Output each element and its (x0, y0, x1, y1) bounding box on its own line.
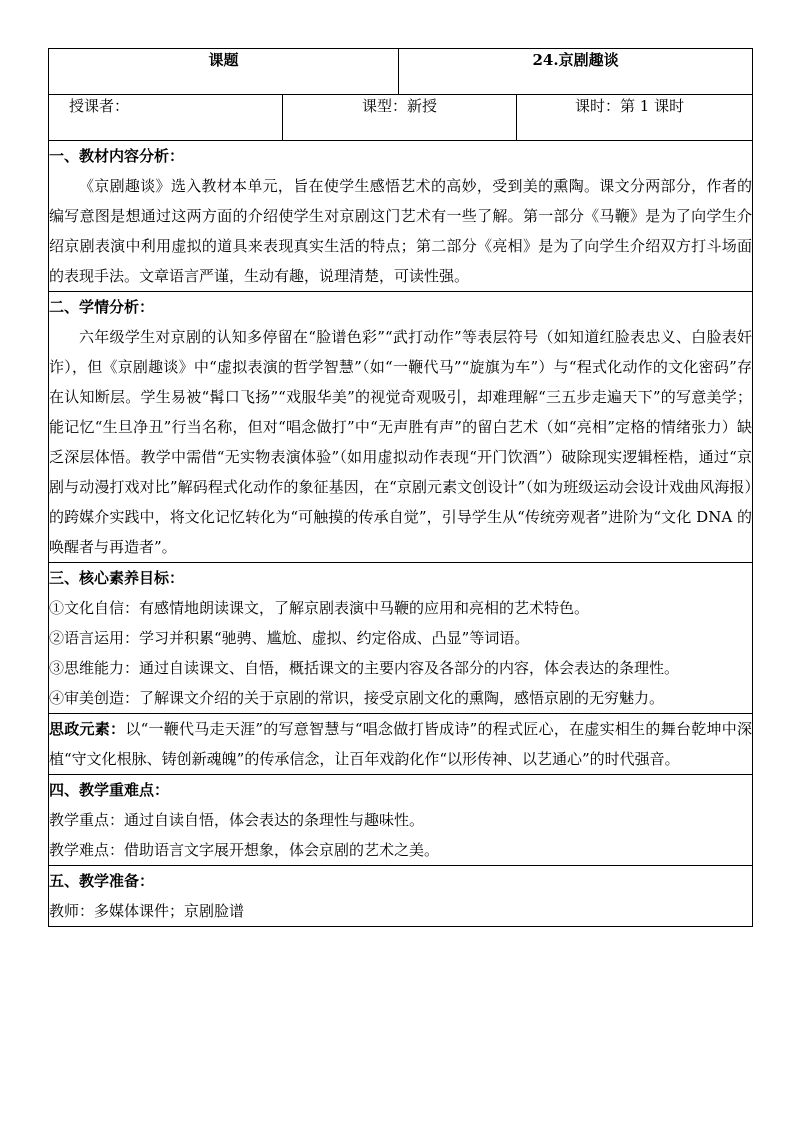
ideology-body: 以“一鞭代马走天涯”的写意智慧与“唱念做打皆成诗”的程式匠心，在虚实相生的舞台乾坤中深植“守文化根脉、铸创新魂魄”的传承信念，让百年戏韵化作“以形传神、以艺通心”的时代强音。 (49, 720, 753, 768)
section-title: 三、核心素养目标： (49, 569, 185, 587)
key-point-item: 教学重点：通过自读自悟，体会表达的条理性与趣味性。 (49, 811, 425, 829)
section-title: 五、教学准备： (49, 872, 155, 890)
lesson-plan-table (48, 48, 753, 927)
section-3-row (49, 563, 753, 714)
student-analysis-section (49, 292, 753, 563)
section-body: 六年级学生对京剧的认知多停留在“脸谱色彩”“武打动作”等表层符号（如知道红脸表忠义、白脸表奸诈），但《京剧趣谈》中“虚拟表演的哲学智慧”（如“一鞭代马”“旋旗为车”）与“程式化动作的文化密码”存在认知断层。学生易被“髯口飞扬”“戏服华美”的视觉奇观吸引，却难理解“三五步走遍天下”的写意美学；能记忆“生旦净丑”行当名称，但对“唱念做打”中“无声胜有声”的留白艺术（如“亮相”定格的情绪张力）缺乏深层体悟。教学中需借“无实物表演体验”（如用虚拟动作表现“开门饮酒”）破除现实逻辑桎梏，通过“京剧与动漫打戏对比”解码程式化动作的象征基因，在“京剧元素文创设计”（如为班级运动会设计戏曲风海报）的跨媒介实践中，将文化记忆转化为“可触摸的传承自觉”，引导学生从“传统旁观者”进阶为“文化 DNA 的唤醒者与再造者”。 (49, 328, 753, 556)
section-ideology-row (49, 714, 753, 775)
preparation-item: 教师：多媒体课件；京剧脸谱 (49, 902, 245, 920)
header-row (49, 49, 753, 95)
preparation-section (49, 866, 753, 927)
lesson-hours-cell: 课时：第 1 课时 (517, 95, 753, 141)
section-5-row (49, 866, 753, 927)
goal-item: ①文化自信：有感情地朗读课文，了解京剧表演中马鞭的应用和亮相的艺术特色。 (49, 599, 590, 617)
ideology-section (49, 714, 753, 775)
lesson-plan-page (48, 48, 752, 927)
section-body: 《京剧趣谈》选入教材本单元，旨在使学生感悟艺术的高妙，受到美的熏陶。课文分两部分，作者的编写意图是想通过这两方面的介绍使学生对京剧这门艺术有一些了解。第一部分《马鞭》是为了向学生介绍京剧表演中利用虚拟的道具来表现真实生活的特点；第二部分《亮相》是为了向学生介绍双方打斗场面的表现手法。文章语言严谨，生动有趣，说理清楚，可读性强。 (49, 177, 753, 285)
teacher-cell: 授课者： (49, 95, 283, 141)
goal-item: ③思维能力：通过自读课文、自悟，概括课文的主要内容及各部分的内容，体会表达的条理性。 (49, 659, 680, 677)
section-4-row (49, 775, 753, 866)
lesson-type-cell: 课型：新授 (283, 95, 517, 141)
core-goals-section (49, 563, 753, 714)
goal-item: ④审美创造：了解课文介绍的关于京剧的常识，接受京剧文化的熏陶，感悟京剧的无穷魅力。 (49, 689, 665, 707)
topic-value: 24.京剧趣谈 (399, 49, 753, 95)
section-2-row (49, 292, 753, 563)
key-point-item: 教学难点：借助语言文字展开想象，体会京剧的艺术之美。 (49, 841, 440, 859)
section-1-row (49, 141, 753, 292)
key-points-section (49, 775, 753, 866)
ideology-paragraph (49, 714, 752, 774)
material-analysis-section (49, 141, 753, 292)
meta-row (49, 95, 753, 141)
topic-label: 课题 (49, 49, 399, 95)
ideology-lead: 思政元素： (49, 720, 126, 738)
section-title: 一、教材内容分析： (49, 147, 185, 165)
section-title: 四、教学重难点： (49, 781, 170, 799)
section-title: 二、学情分析： (49, 298, 155, 316)
goal-item: ②语言运用：学习并积累“驰骋、尴尬、虚拟、约定俗成、凸显”等词语。 (49, 629, 530, 647)
